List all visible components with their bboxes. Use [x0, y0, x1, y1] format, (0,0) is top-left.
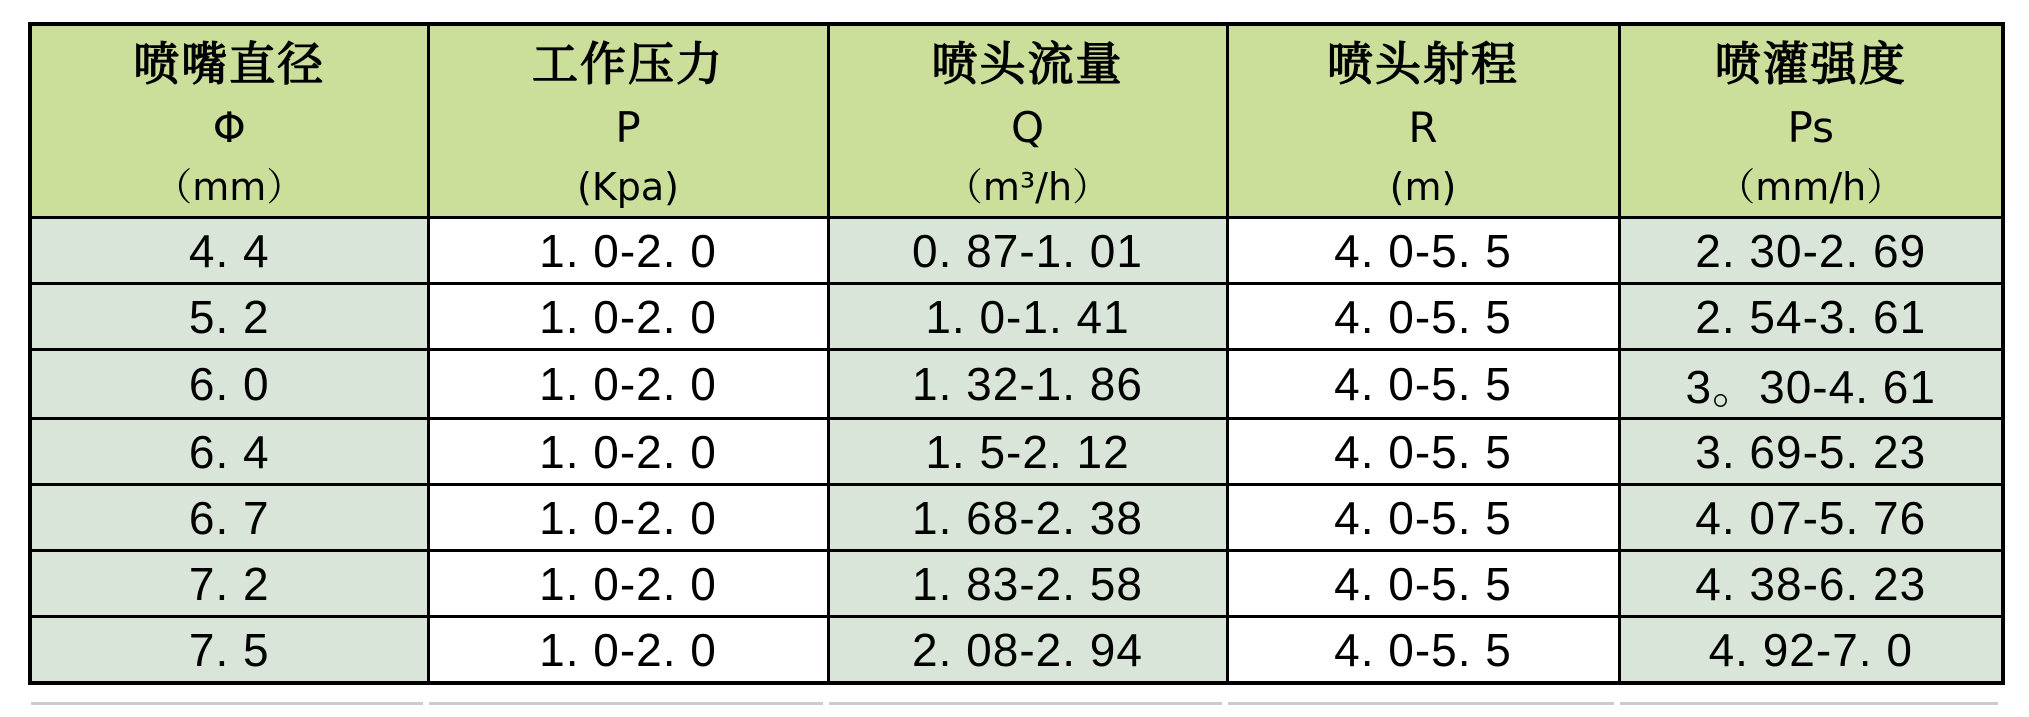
column-symbol: P: [615, 103, 641, 153]
sprinkler-spec-table: [28, 22, 2005, 685]
table-row: [30, 284, 2003, 350]
column-symbol: R: [1408, 103, 1438, 153]
table-bottom-gridline-shadow: [28, 702, 2001, 705]
column-unit: (Kpa): [577, 164, 679, 209]
table-cell: 3. 69-5. 23: [1619, 419, 2003, 485]
table-cell: 4. 0-5. 5: [1227, 617, 1619, 684]
header-cell-sprinkler-flow: [828, 24, 1227, 218]
column-title: 喷头射程: [1327, 37, 1519, 91]
table-cell: 1. 0-2. 0: [428, 218, 828, 284]
table-cell: 4. 0-5. 5: [1227, 551, 1619, 617]
table-cell: 6. 0: [30, 350, 428, 419]
table-row: [30, 218, 2003, 284]
table-cell: 5. 2: [30, 284, 428, 350]
table-cell: 1. 0-1. 41: [828, 284, 1227, 350]
table-cell: 2. 54-3. 61: [1619, 284, 2003, 350]
header-cell-nozzle-diameter: [30, 24, 428, 218]
table-cell: 1. 0-2. 0: [428, 551, 828, 617]
column-unit: （mm）: [154, 164, 305, 209]
column-title: 喷头流量: [931, 37, 1124, 91]
table-cell: 4. 0-5. 5: [1227, 419, 1619, 485]
table-cell: 1. 0-2. 0: [428, 350, 828, 419]
table-cell: 4. 92-7. 0: [1619, 617, 2003, 684]
column-unit: (m): [1389, 164, 1457, 209]
table-cell: 1. 0-2. 0: [428, 284, 828, 350]
table-cell: 7. 5: [30, 617, 428, 684]
table-cell: 4. 0-5. 5: [1227, 485, 1619, 551]
column-unit: （m³/h）: [944, 164, 1111, 209]
table-cell: 2. 30-2. 69: [1619, 218, 2003, 284]
table-cell: 1. 0-2. 0: [428, 419, 828, 485]
table-row: [30, 617, 2003, 684]
table-cell: 6. 7: [30, 485, 428, 551]
table-cell: 1. 0-2. 0: [428, 617, 828, 684]
column-title: 工作压力: [532, 37, 724, 91]
table-cell: 3。30-4. 61: [1619, 350, 2003, 419]
table-cell: 6. 4: [30, 419, 428, 485]
column-unit: （mm/h）: [1717, 164, 1905, 209]
table-cell: 1. 83-2. 58: [828, 551, 1227, 617]
table-body: [30, 218, 2003, 684]
header-cell-working-pressure: [428, 24, 828, 218]
header-cell-sprinkler-range: [1227, 24, 1619, 218]
table-cell: 0. 87-1. 01: [828, 218, 1227, 284]
table-cell: 4. 07-5. 76: [1619, 485, 2003, 551]
table-cell: 4. 0-5. 5: [1227, 284, 1619, 350]
column-symbol: Q: [1010, 103, 1045, 153]
table-cell: 4. 0-5. 5: [1227, 350, 1619, 419]
table-row: [30, 419, 2003, 485]
table-cell: 2. 08-2. 94: [828, 617, 1227, 684]
table-cell: 1. 32-1. 86: [828, 350, 1227, 419]
column-title: 喷嘴直径: [133, 37, 326, 91]
table-row: [30, 551, 2003, 617]
table-row: [30, 485, 2003, 551]
table-cell: 4. 0-5. 5: [1227, 218, 1619, 284]
table-cell: 1. 0-2. 0: [428, 485, 828, 551]
table-cell: 4. 38-6. 23: [1619, 551, 2003, 617]
table-cell: 1. 68-2. 38: [828, 485, 1227, 551]
column-title: 喷灌强度: [1714, 37, 1907, 91]
table-row: [30, 350, 2003, 419]
table-cell: 7. 2: [30, 551, 428, 617]
table-cell: 1. 5-2. 12: [828, 419, 1227, 485]
column-symbol: Φ: [212, 103, 246, 153]
header-row: [30, 24, 2003, 218]
header-cell-irrigation-intensity: [1619, 24, 2003, 218]
table-cell: 4. 4: [30, 218, 428, 284]
column-symbol: Ps: [1787, 103, 1834, 153]
